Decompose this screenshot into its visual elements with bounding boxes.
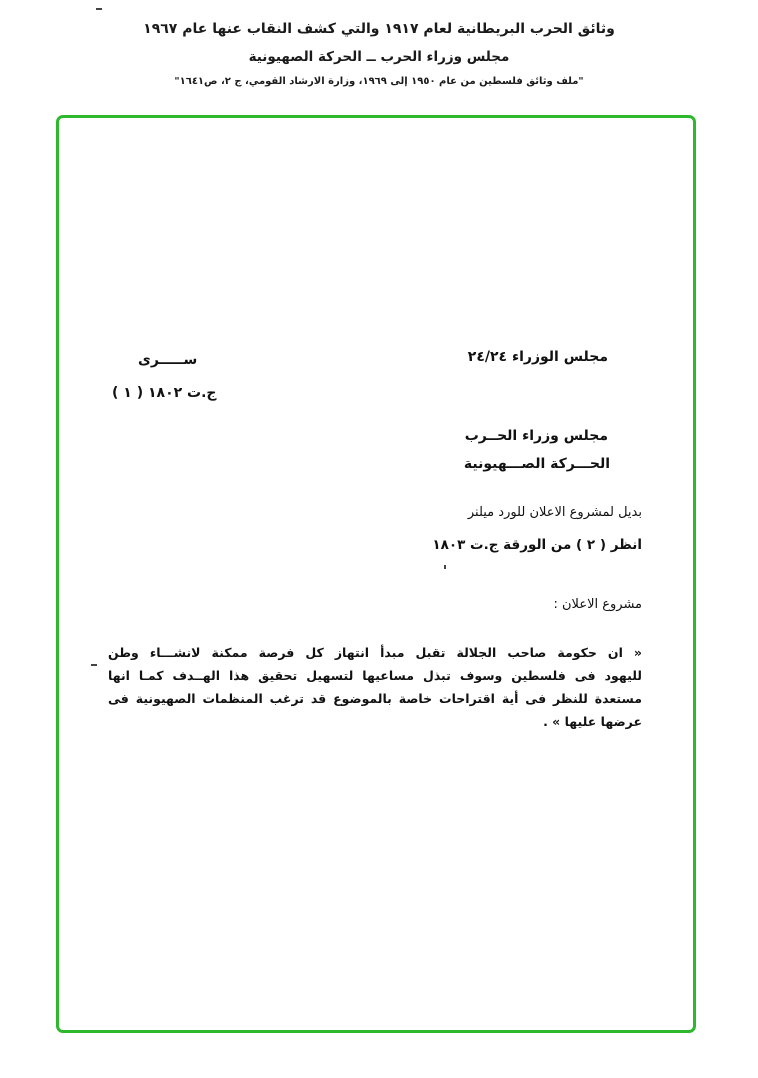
zionist-movement-title: الحـــركة الصـــهيونية	[463, 456, 610, 472]
header-source: "ملف وثائق فلسطين من عام ١٩٥٠ إلى ١٩٦٩، وزارة الارشاد القومي، ج ٢، ص١٦٤١"	[174, 76, 584, 87]
document-frame	[56, 115, 696, 1033]
declaration-paragraph	[108, 641, 642, 733]
declaration-line: « ان حكومة صاحب الجلالة تقبل مبدأ انتهاز كل فرصة ممكنة لانشـــاء وطن	[108, 645, 642, 660]
header-subtitle: مجلس وزراء الحرب ــ الحركة الصهيونية	[248, 49, 510, 65]
council-reference: مجلس الوزراء ٢٤/٢٤	[467, 349, 608, 365]
alternative-draft-line: بديل لمشروع الاعلان للورد ميلنر	[467, 505, 642, 520]
declaration-line: عرضها عليها » .	[543, 714, 642, 729]
declaration-line: مستعدة للنظر فى أية اقتراحات خاصة بالموضوع قد ترغب المنظمات الصهيونية فى	[108, 691, 642, 706]
declaration-line: لليهود فى فلسطين وسوف تبذل مساعيها لتسهيل تحقيق هذا الهــدف كمـا انها	[108, 668, 642, 683]
see-paper-line: انظر ( ٢ ) من الورقة ج.ت ١٨٠٣	[432, 537, 642, 553]
classification-label: ســـــرى	[138, 352, 198, 368]
war-cabinet-title: مجلس وزراء الحــرب	[464, 428, 608, 444]
draft-heading: مشروع الاعلان :	[553, 597, 642, 612]
scan-speck	[96, 8, 102, 10]
header-title: وثائق الحرب البريطانية لعام ١٩١٧ والتي كشف النقاب عنها عام ١٩٦٧	[143, 21, 615, 37]
document-reference: ج.ت ١٨٠٢ ( ١ )	[112, 385, 217, 401]
